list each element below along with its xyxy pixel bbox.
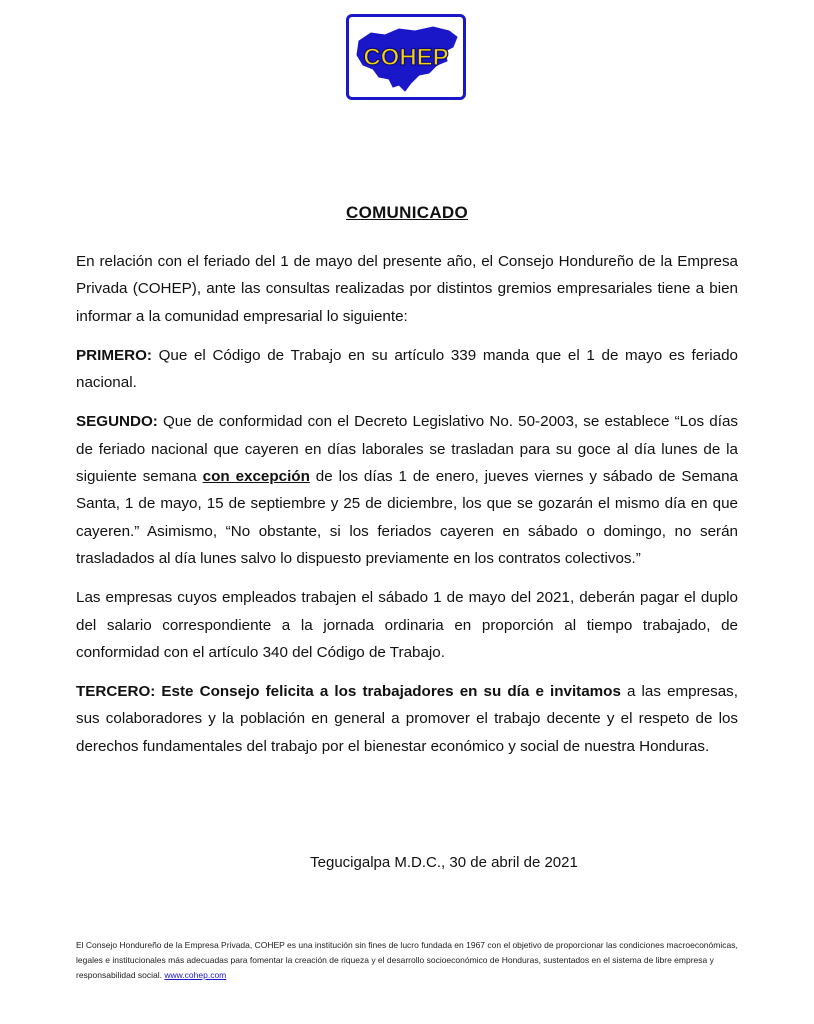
primero-label: PRIMERO: <box>76 346 152 364</box>
intro-text: En relación con el feriado del 1 de mayo del presente año, el Consejo Hondureño de la Empresa Privada (COHEP), ante las consultas realizadas por distintos gremios empresariales tiene a bien informar a la comunidad empresarial lo siguiente: <box>76 253 738 325</box>
primero-text: Que el Código de Trabajo en su artículo 339 manda que el 1 de mayo es feriado nacional. <box>76 346 738 392</box>
segundo-text-after: de los días 1 de enero, jueves viernes y sábado de Semana Santa, 1 de mayo, 15 de septiembre y 25 de diciembre, los que se gozarán el mismo día en que cayeren.” Asimismo, “No obstante, si los feriados cayeren en sábado o domingo, no serán trasladados al día lunes salvo lo dispuesto previamente en los contratos colectivos.” <box>76 468 738 567</box>
empresas-text: Las empresas cuyos empleados trabajen el sábado 1 de mayo del 2021, deberán pagar el duplo del salario correspondiente a la jornada ordinaria en proporción al tiempo trabajado, de conformidad con el artículo 340 del Código de Trabajo. <box>76 589 738 661</box>
tercero-paragraph <box>76 678 738 760</box>
tercero-text: a las empresas, sus colaboradores y la población en general a promover el trabajo decente y el respeto de los derechos fundamentales del trabajo por el bienestar económico y social de nuestra Honduras. <box>76 683 738 755</box>
footer-text: El Consejo Hondureño de la Empresa Privada, COHEP es una institución sin fines de lucro fundada en 1967 con el objetivo de proporcionar las condiciones macroeconómicas, legales e institucionales más adecuadas para fomentar la creación de riqueza y el desarrollo socioeconómico de Honduras, sustentados en el sistema de libre empresa y responsabilidad social. <box>76 940 738 980</box>
segundo-label: SEGUNDO: <box>76 413 158 431</box>
place-date: Tegucigalpa M.D.C., 30 de abril de 2021 <box>310 854 578 871</box>
footer-note <box>76 938 746 983</box>
document-body <box>76 248 738 772</box>
page-title: COMUNICADO <box>346 203 468 222</box>
honduras-map-icon <box>349 17 463 97</box>
cohep-logo <box>346 14 466 100</box>
website-link[interactable]: www.cohep.com <box>164 970 227 980</box>
segundo-text-before: Que de conformidad con el Decreto Legislativo No. 50-2003, se establece “Los días de feriado nacional que cayeren en días laborales se trasladan para su goce al día lunes de la siguiente semana <box>76 413 738 486</box>
empresas-paragraph <box>76 584 738 666</box>
logo-text: COHEP <box>363 44 449 71</box>
segundo-emphasis: con excepción <box>202 468 310 486</box>
segundo-paragraph <box>76 408 738 572</box>
primero-paragraph <box>76 342 738 397</box>
tercero-label: TERCERO: Este Consejo felicita a los trabajadores en su día e invitamos <box>76 683 621 701</box>
intro-paragraph <box>76 248 738 330</box>
